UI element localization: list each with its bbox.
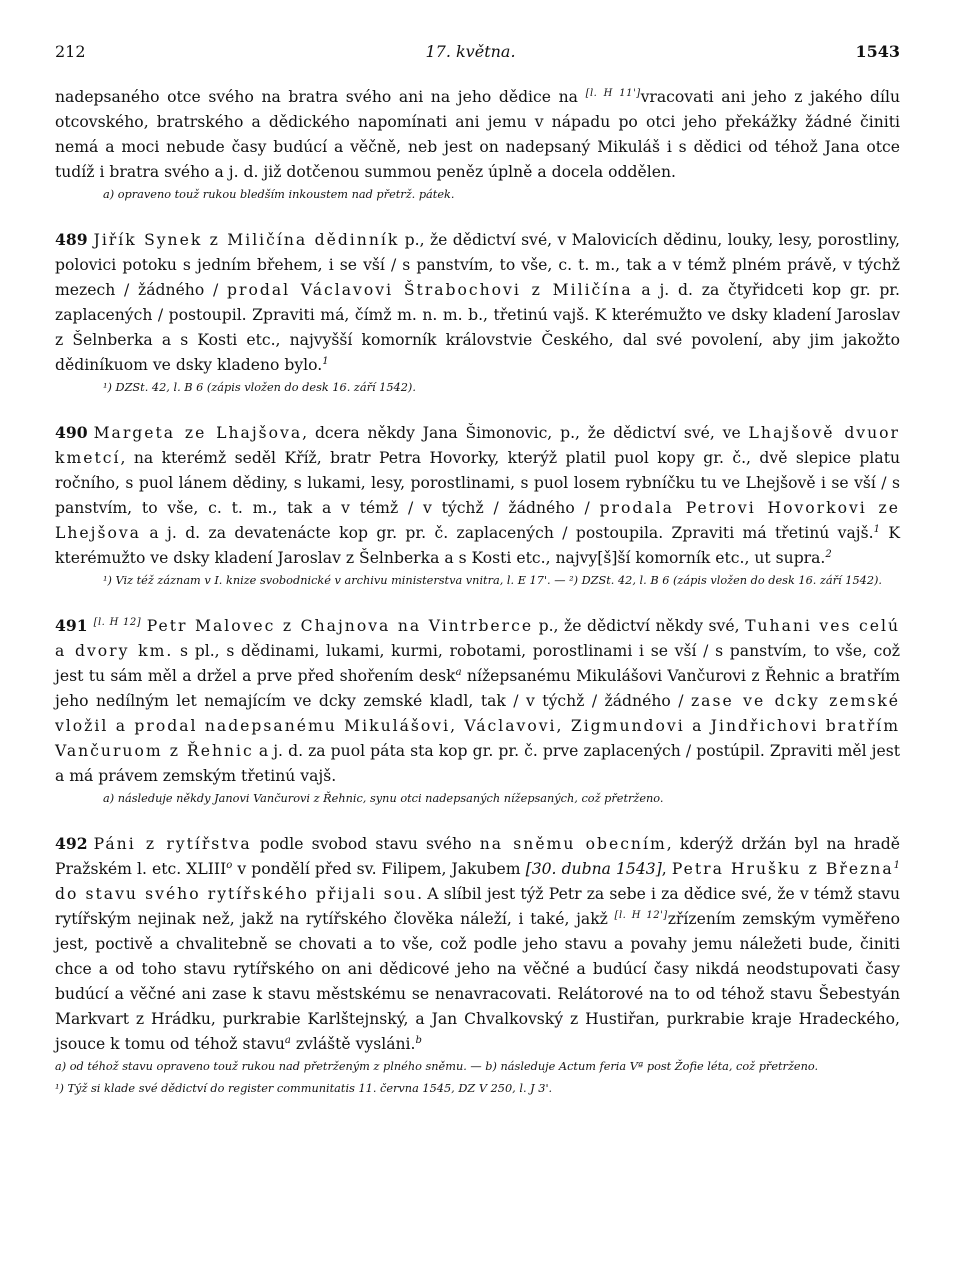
folio-marker: [l. H 12]: [93, 616, 142, 628]
entry-text: zřízením zemským vyměřeno jest, poctivě a chvalitebně se chovati a to vše, což podle jeho stavu a povahy jemu náležeti bude, činiti chce a od toho stavu rytířského on ani dědicové jeho na věčné a budúcí časy nikdá neodstupovati časy budúcí a věčné ani zase k stavu městskému se nenavracovati. Relátorové na to od téhož stavu Šebestyán Markvart z Hrádku, purkrabie Karlštejnský, a Jan Chvalkovský z Hustiřan, purkrabie kraje Hradeckého, jsouce k tomu od téhož stavu: [55, 910, 901, 1053]
entry-text: s pl., s dědinami, lukami, kurmi, robotami, porostlinami i se vší / s panstvím, to vše, což jest tu sám měl a držel a prve před shořením desk: [55, 642, 900, 685]
entry-text: p., že dědictví někdy své,: [533, 617, 746, 635]
entry-number: 491: [55, 616, 88, 635]
footnote-ref: a: [284, 1034, 291, 1046]
entry-assembly: na sněmu obecním: [479, 835, 667, 853]
entry-number: 492: [55, 834, 88, 853]
entry-party: Petr Malovec z Chajnova na Vintrberce: [146, 617, 534, 635]
entry-text: zvláště vysláni.: [290, 1035, 416, 1053]
intro-text: nadepsaného otce svého na bratra svého ani na jeho dědice na: [55, 88, 586, 106]
entry-place: Lhajšově dvuor kmetcí: [55, 424, 901, 467]
entry-492: [55, 831, 900, 1057]
entry-text: K kterémužto ve dsky kladení Jaroslav z Šelnberka a s Kosti etc., najvy[š]ší komorník etc., ut supra.: [55, 524, 900, 567]
footnote: ¹) DZSt. 42, l. B 6 (zápis vložen do desk 16. září 1542).: [103, 381, 416, 394]
folio-marker: [l. H 12']: [614, 909, 668, 921]
entry-text: , na kterémž seděl Kříž, bratr Petra Hovorky, kterýž platil puol kopy gr. č., dvě slepice platu ročního, s puol lánem dědiny, s lukami, lesy, porostlinami, s puol losem rybníčku tu ve Lhejšově i se vší / s panstvím, to vše, c. t. m., tak a v témž / v týchž / žádného /: [55, 449, 900, 517]
entry-text: nížepsanému Mikulášovi Vančurovi z Řehnic a bratřím jeho nedílným let nemajícím ve dcky zemské kladl, tak / v týchž / žádného /: [55, 667, 900, 710]
entry-text: ,: [661, 860, 672, 878]
footnote: ¹) Týž si klade své dědictví do register communitatis 11. června 1545, DZ V 250, l. J 3'.: [55, 1082, 553, 1095]
footnote-ref: 1: [322, 355, 329, 367]
entry-number: 489: [55, 230, 88, 249]
entry-text: , kderýž držán byl na hradě Pražském l. etc. XLIII: [55, 835, 901, 878]
entry-sale: prodal Václavovi Štrabochovi z Miličína: [227, 281, 633, 299]
entry-party: Páni z rytířstva: [93, 835, 252, 853]
footnote-ref: 1: [873, 523, 880, 535]
entry-489: [55, 227, 900, 378]
footnote-ref: a: [455, 666, 462, 678]
footnote: a) od téhož stavu opraveno touž rukou nad přetrženým z plného sněmu. — b) následuje Actum feria Vª post Žofie léta, což přetrženo.: [55, 1060, 819, 1073]
header-year: 1543: [855, 42, 900, 61]
entry-party: Margeta ze Lhajšova: [93, 424, 303, 442]
header-date: 17. května.: [425, 42, 516, 61]
footnote-ref: 1: [893, 859, 900, 871]
page-number: 212: [55, 42, 86, 61]
superscript: o: [226, 859, 233, 871]
intro-paragraph: [55, 85, 900, 185]
entry-text: . A slíbil jest týž Petr za sebe i za dědice své, že v témž stavu rytířským nejinak než, jakž na rytířského člověka náleží, i také, jakž: [55, 885, 901, 928]
entry-number: 490: [55, 423, 88, 442]
entry-place: Tuhani ves celú a dvory km.: [55, 617, 900, 660]
footnote-ref: b: [415, 1034, 422, 1046]
footnote: a) opraveno touž rukou bledším inkoustem nad přetrž. pátek.: [103, 188, 455, 201]
intro-text-cont: vracovati ani jeho z jakého dílu otcovského, bratrského a dědického napomínati ani jemu v nápadu po otci jeho překážky žádné činiti nemá a moci nebude časy budúcí a věčně, neb jest on nadepsaný Mikuláš i s dědici od téhož Jana otce tudíž i bratra svého a j. d. již dotčenou summou peněz úplně a docela oddělen.: [55, 88, 900, 181]
entry-text: a j. d. za devatenácte kop gr. pr. č. zaplacených / postoupila. Zpraviti má třetinú vajš.: [140, 524, 874, 542]
entry-party: Jiřík Synek z Miličína dědinník: [93, 231, 400, 249]
folio-marker: [l. H 11']: [585, 87, 641, 99]
entry-sale: zase ve dcky zemské vložil a prodal nadepsanému Mikulášovi, Václavovi, Zigmundovi a Jindřichovi bratřím Vančuruom z Řehnic: [55, 692, 900, 760]
entry-date: [30. dubna 1543]: [525, 860, 662, 878]
footnote-ref: 2: [825, 548, 832, 560]
entry-person: Petra Hrušku z Března: [671, 860, 894, 878]
entry-admission: do stavu svého rytířského přijali sou: [55, 885, 418, 903]
entry-text: a j. d. za puol páta sta kop gr. pr. č. prve zaplacených / postúpil. Zpraviti měl jest a má právem zemským třetinú vajš.: [55, 742, 900, 785]
entry-490: [55, 420, 900, 571]
entry-text: podle svobod stavu svého: [251, 835, 480, 853]
entry-text: , dcera někdy Jana Šimonovic, p., že dědictví své, ve: [302, 424, 749, 442]
entry-text: a j. d. za čtyřidceti kop gr. pr. zaplacených / postoupil. Zpraviti má, čímž m. n. m. b., třetinú vajš. K kterémužto ve dsky kladení Jaroslav z Šelnberka a s Kosti etc., najvyšší komorník královstvie Českého, dal své povolení, aby jim jakožto dědiníkuom ve dsky kladeno bylo.: [55, 281, 900, 374]
entry-491: [55, 613, 900, 789]
page-header: [55, 42, 900, 61]
entry-text: p., že dědictví své, v Malovicích dědinu, louky, lesy, porostliny, polovici potoku s jedním břehem, i se vší / s panstvím, to vše, c. t. m., tak a v témž plném právě, v týchž mezech / žádného /: [55, 231, 901, 299]
entry-sale: prodala Petrovi Hovorkovi ze Lhejšova: [55, 499, 900, 542]
footnote: ¹) Viz též záznam v I. knize svobodnické v archivu ministerstva vnitra, l. E 17'. — ²) DZSt. 42, l. B 6 (zápis vložen do desk 16. září 1542).: [103, 574, 883, 587]
entry-text: v pondělí před sv. Filipem, Jakubem: [232, 860, 526, 878]
footnote: a) následuje někdy Janovi Vančurovi z Řehnic, synu otci nadepsaných nížepsaných, což přetrženo.: [103, 792, 664, 805]
